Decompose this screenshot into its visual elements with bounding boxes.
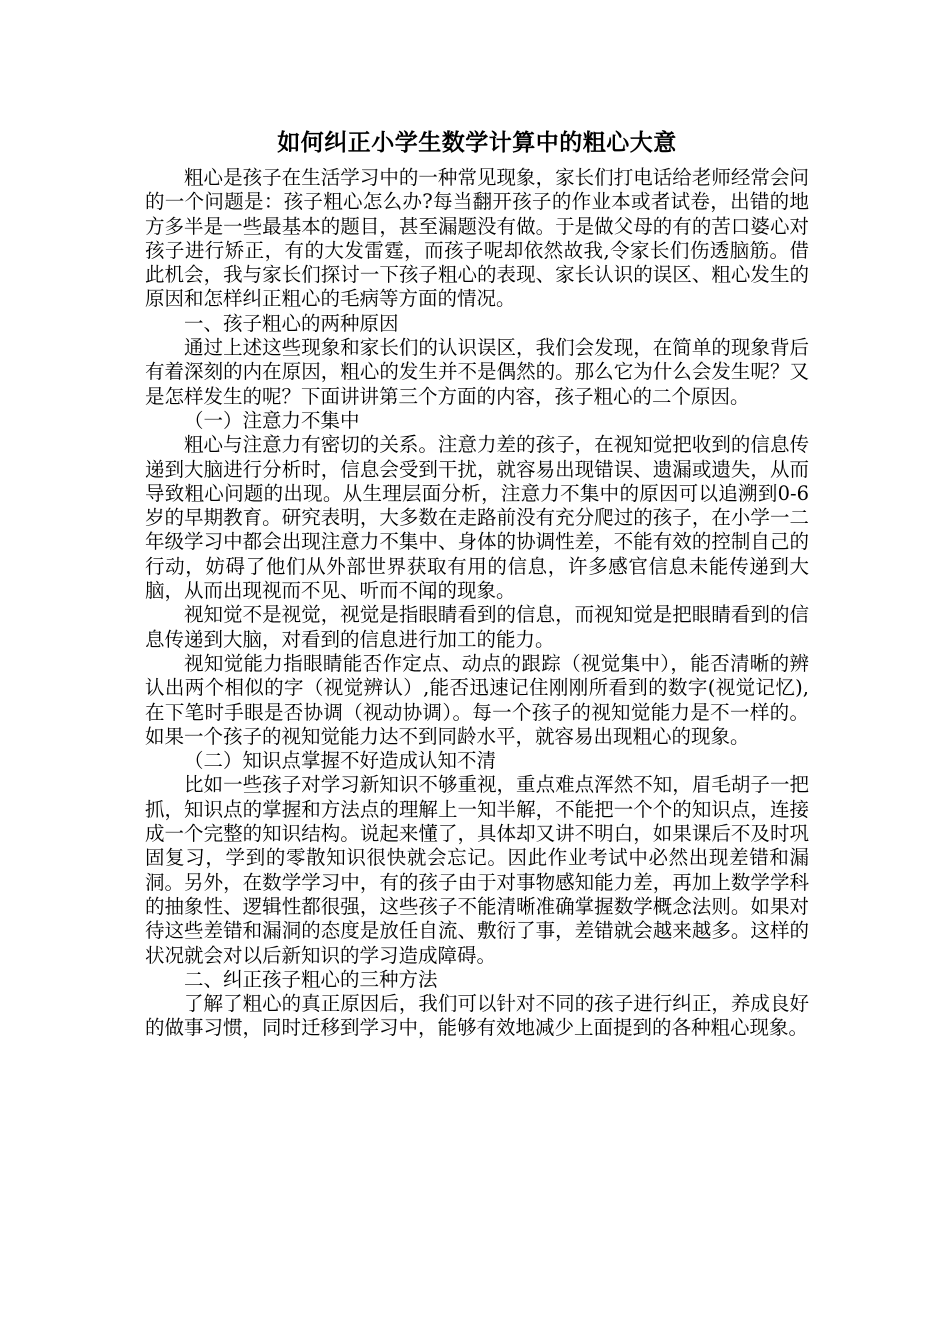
paragraph-attention: 粗心与注意力有密切的关系。注意力差的孩子，在视知觉把收到的信息传递到大脑进行分析时，信息会受到干扰，就容易出现错误、遗漏或遗失，从而导致粗心问题的出现。从生理层面分析，注意力不集中的原因可以追溯到0-6岁的早期教育。研究表明，大多数在走路前没有充分爬过的孩子，在小学一二年级学习中都会出现注意力不集中、身体的协调性差，不能有效的控制自己的行动，妨碍了他们从外部世界获取有用的信息，许多感官信息未能传递到大脑，从而出现视而不见、听而不闻的现象。 — [145, 433, 809, 603]
paragraph-reasons-intro: 通过上述这些现象和家长们的认识误区，我们会发现，在简单的现象背后有着深刻的内在原因，粗心的发生并不是偶然的。那么它为什么会发生呢？又是怎样发生的呢？下面讲讲第三个方面的内容，孩子粗心的二个原因。 — [145, 336, 809, 408]
paragraph-methods-intro: 了解了粗心的真正原因后，我们可以针对不同的孩子进行纠正，养成良好的做事习惯，同时迁移到学习中，能够有效地减少上面提到的各种粗心现象。 — [145, 992, 809, 1040]
section-heading-2: 二、纠正孩子粗心的三种方法 — [184, 967, 438, 991]
subsection-heading-1: （一）注意力不集中 — [184, 408, 360, 432]
document-title: 如何纠正小学生数学计算中的粗心大意 — [277, 130, 677, 156]
subsection-heading-2: （二）知识点掌握不好造成认知不清 — [184, 749, 497, 773]
document-page — [145, 128, 809, 1041]
paragraph-visual-ability: 视知觉能力指眼睛能否作定点、动点的跟踪（视觉集中），能否清晰的辨认出两个相似的字（视觉辨认）,能否迅速记住刚刚所看到的数字(视觉记忆),在下笔时手眼是否协调（视动协调）。每一个孩子的视知觉能力是不一样的。如果一个孩子的视知觉能力达不到同龄水平，就容易出现粗心的现象。 — [145, 651, 809, 748]
section-heading-1: 一、孩子粗心的两种原因 — [184, 311, 399, 335]
paragraph-visual-perception: 视知觉不是视觉，视觉是指眼睛看到的信息，而视知觉是把眼睛看到的信息传递到大脑，对看到的信息进行加工的能力。 — [145, 603, 809, 651]
paragraph-intro: 粗心是孩子在生活学习中的一种常见现象，家长们打电话给老师经常会问的一个问题是：孩子粗心怎么办?每当翻开孩子的作业本或者试卷，出错的地方多半是一些最基本的题目，甚至漏题没有做。于是做父母的有的苦口婆心对孩子进行矫正，有的大发雷霆，而孩子呢却依然故我,令家长们伤透脑筋。借此机会，我与家长们探讨一下孩子粗心的表现、家长认识的误区、粗心发生的原因和怎样纠正粗心的毛病等方面的情况。 — [145, 166, 809, 311]
paragraph-knowledge: 比如一些孩子对学习新知识不够重视，重点难点浑然不知，眉毛胡子一把抓，知识点的掌握和方法点的理解上一知半解，不能把一个个的知识点，连接成一个完整的知识结构。说起来懂了，具体却又讲不明白，如果课后不及时巩固复习，学到的零散知识很快就会忘记。因此作业考试中必然出现差错和漏洞。另外，在数学学习中，有的孩子由于对事物感知能力差，再加上数学学科的抽象性、逻辑性都很强，这些孩子不能清晰准确掌握数学概念法则。如果对待这些差错和漏洞的态度是放任自流、敷衍了事，差错就会越来越多。这样的状况就会对以后新知识的学习造成障碍。 — [145, 773, 809, 967]
